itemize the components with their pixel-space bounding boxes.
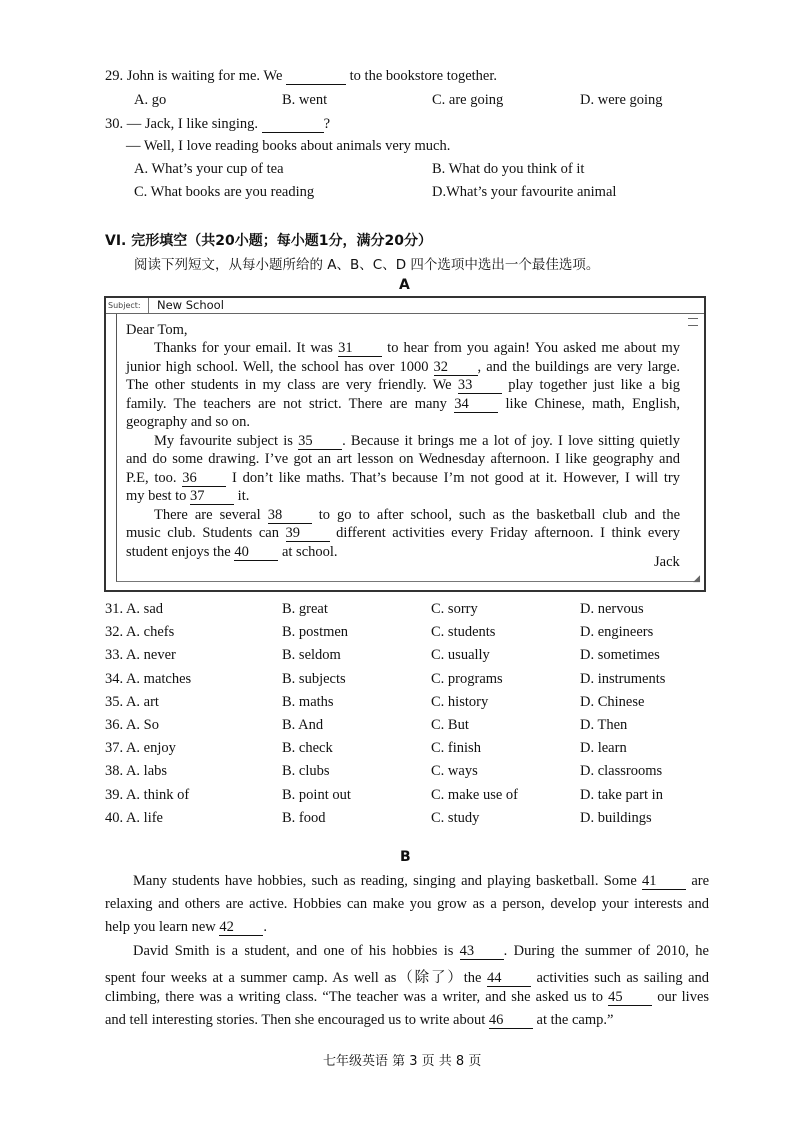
choice-option[interactable]: C. usually [431,647,490,664]
text-line: spent four weeks at a summer camp. As well as（除了）the 44 activities such as sailing and [105,969,710,986]
choice-option[interactable]: D. Then [580,717,628,733]
choice-option-a[interactable]: 33. A. never [105,647,176,664]
blank-44[interactable]: 44 [487,971,531,987]
blank-46[interactable]: 46 [489,1013,533,1029]
text-line: Thanks for your email. It was 31 to hear from you again! You asked me about my [154,340,680,356]
text-line: The other students in my class are very friendly. We 33 play together just like a big [126,377,680,393]
blank-42[interactable]: 42 [219,920,263,936]
blank-43[interactable]: 43 [460,944,504,960]
question-29-stem: 29. John is waiting for me. We to the bookstore together. [105,68,498,84]
blank-39[interactable]: 39 [286,526,330,542]
text-line: and do some drawing. I’ve got an art lesson on Wednesday afternoon. I like geography and [126,451,680,467]
blank-36[interactable]: 36 [182,471,226,487]
option[interactable]: C. What books are you reading [134,184,315,200]
blank-35[interactable]: 35 [298,434,342,450]
choice-option[interactable]: C. sorry [431,601,478,617]
text-line: relaxing and others are active. Hobbies can make you grow as a person, develop your interests and [105,896,709,913]
choice-option[interactable]: B. point out [282,786,351,803]
choice-option[interactable]: B. maths [282,693,334,710]
choice-option[interactable]: D. learn [580,740,627,757]
email-greeting: Dear Tom, [126,322,188,338]
choice-option[interactable]: C. make use of [431,786,518,803]
option[interactable]: B. went [282,92,328,108]
choice-option[interactable]: B. subjects [282,670,346,687]
choice-option[interactable]: B. check [282,740,333,757]
blank-40[interactable]: 40 [234,545,278,561]
choice-option-a[interactable]: 35. A. art [105,693,159,710]
choice-option[interactable]: D. Chinese [580,693,645,710]
section-instruction: 阅读下列短文，从每小题所给的 A、B、C、D 四个选项中选出一个最佳选项。 [134,257,600,273]
choice-option-a[interactable]: 32. A. chefs [105,624,175,641]
text-line: P.E, too. 36 I don’t like maths. That’s because I’m not good at it. However, I will try [126,469,681,486]
option[interactable]: D.What’s your favourite animal [432,184,617,200]
subject-bar [106,298,704,314]
part-b-label: B [400,849,411,865]
choice-option[interactable]: C. But [431,717,469,733]
text-line: student enjoys the 40 at school. [126,543,338,560]
text-line: geography and so on. [126,414,251,430]
choice-option-a[interactable]: 38. A. labs [105,763,168,780]
text-line: David Smith is a student, and one of his hobbies is 43 . During the summer of 2010, he [133,942,709,959]
choice-option-a[interactable]: 36. A. So [105,717,159,733]
choice-option[interactable]: B. food [282,809,326,826]
option[interactable]: B. What do you think of it [432,161,585,177]
subject-label: Subject: [108,301,141,310]
choice-option[interactable]: C. history [431,693,489,710]
choice-option[interactable]: B. postmen [282,624,349,641]
choice-option[interactable]: D. sometimes [580,647,660,664]
choice-option[interactable]: B. great [282,601,328,617]
subject-field[interactable]: New School [148,298,224,313]
scroll-up-icon[interactable] [688,318,698,326]
choice-option-a[interactable]: 34. A. matches [105,670,192,687]
choice-option[interactable]: D. nervous [580,601,644,617]
resize-grip-icon[interactable]: ◢ [693,574,700,584]
choice-option-a[interactable]: 40. A. life [105,809,163,826]
text-line: climbing, there was a writing class. “The teacher was a writer, and she asked us to 45 our lives [105,989,710,1005]
option[interactable]: A. go [134,92,167,108]
option[interactable]: C. are going [432,92,504,108]
choice-option[interactable]: C. finish [431,740,481,757]
choice-option-a[interactable]: 31. A. sad [105,601,163,617]
answer-blank[interactable] [286,69,346,85]
text-line: Many students have hobbies, such as reading, singing and playing basketball. Some 41 are [133,873,710,889]
page-footer: 七年级英语 第 3 页 共 8 页 [323,1054,482,1069]
blank-45[interactable]: 45 [608,990,652,1006]
text-line: and tell interesting stories. Then she encouraged us to write about 46 at the camp.” [105,1012,614,1029]
email-signature: Jack [654,554,680,570]
blank-41[interactable]: 41 [642,874,686,890]
answer-blank[interactable] [262,117,324,133]
text-line: music club. Students can 39 different activities every Friday afternoon. I think every [126,525,681,541]
blank-38[interactable]: 38 [268,508,312,524]
option[interactable]: A. What’s your cup of tea [134,161,284,177]
text-line: my best to 37 it. [126,488,250,504]
text-line: family. The teachers are not strict. There are many 34 like Chinese, math, English, [126,395,681,412]
option[interactable]: D. were going [580,92,663,108]
text-line: There are several 38 to go to after school, such as the basketball club and the [154,506,681,523]
choice-option[interactable]: D. instruments [580,670,666,687]
text-line: help you learn new 42 . [105,919,267,936]
blank-37[interactable]: 37 [190,489,234,505]
blank-34[interactable]: 34 [454,397,498,413]
section-title: VI. 完形填空（共20小题；每小题1分，满分20分） [105,233,432,249]
question-30-reply: — Well, I love reading books about animals very much. [126,138,451,154]
choice-option[interactable]: B. And [282,717,324,733]
choice-option-a[interactable]: 37. A. enjoy [105,740,176,757]
text-line: My favourite subject is 35 . Because it brings me a lot of joy. I love sitting quietly [154,432,680,449]
choice-option[interactable]: D. engineers [580,624,654,641]
question-30-stem: 30. — Jack, I like singing. ? [105,116,331,132]
choice-option[interactable]: D. classrooms [580,763,663,780]
choice-option[interactable]: C. programs [431,670,503,687]
choice-option-a[interactable]: 39. A. think of [105,786,190,803]
part-a-label: A [399,277,410,293]
blank-31[interactable]: 31 [338,341,382,357]
choice-option[interactable]: D. buildings [580,809,652,826]
choice-option[interactable]: C. study [431,809,480,826]
choice-option[interactable]: D. take part in [580,786,663,803]
choice-option[interactable]: B. clubs [282,763,330,780]
text-line: junior high school. Well, the school has over 1000 32 , and the buildings are very large. [126,358,681,375]
blank-32[interactable]: 32 [434,360,478,376]
choice-option[interactable]: C. students [431,624,496,641]
choice-option[interactable]: B. seldom [282,647,341,664]
blank-33[interactable]: 33 [458,378,502,394]
choice-option[interactable]: C. ways [431,763,478,780]
